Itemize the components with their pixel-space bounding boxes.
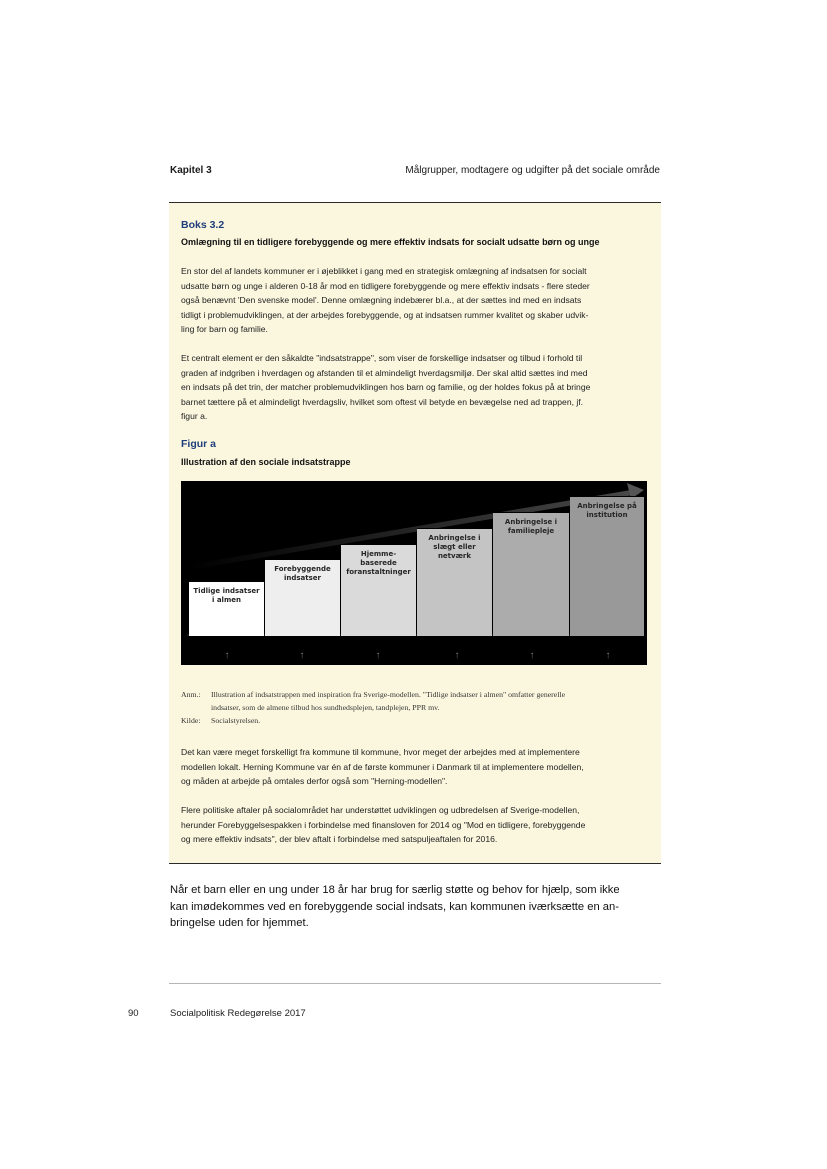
- chapter-title: Målgrupper, modtagere og udgifter på det sociale område: [405, 165, 660, 176]
- text-line: En stor del af landets kommuner er i øjeblikket i gang med en strategisk omlægning af indsatsen for socialt: [181, 266, 587, 276]
- text-line: ling for barn og familie.: [181, 324, 268, 335]
- note-text-anm-2: indsatser, som de almene tilbud hos sundhedsplejen, tandplejen, PPR mv.: [211, 703, 440, 712]
- step-label-line: institution: [586, 511, 628, 519]
- box-paragraph-4: [181, 803, 647, 847]
- text-line: graden af indgriben i hverdagen og afstanden til et almindeligt hverdagsmiljø. Der skal altid sættes ind med: [181, 367, 588, 378]
- box-label: Boks 3.2: [181, 219, 225, 231]
- step-label-line: slægt eller: [433, 543, 476, 551]
- text-line: tidligt i problemudviklingen, at der arbejdes forebyggende, og at indsatsen rummer kvalitet og skaber udvik-: [181, 309, 589, 320]
- text-line: bringelse uden for hjemmet.: [170, 917, 309, 929]
- step-label-line: Hjemme-: [360, 550, 397, 558]
- footer-divider: [169, 983, 661, 984]
- box-paragraph-3: [181, 745, 647, 789]
- text-line: kan imødekommes ved en forebyggende social indsats, kan kommunen iværksætte en an-: [170, 900, 619, 913]
- publication-title: Socialpolitisk Redegørelse 2017: [170, 1008, 306, 1019]
- text-line: Det kan være meget forskelligt fra kommune til kommune, hvor meget der arbejdes med at implementere: [181, 747, 580, 757]
- step-label-line: foranstaltninger: [346, 568, 411, 576]
- text-line: en indsats på det trin, der matcher problemudviklingen hos barn og familie, og der holdes fokus på at bringe: [181, 382, 591, 393]
- chapter-label: Kapitel 3: [170, 165, 212, 176]
- text-line: herunder Forebyggelsespakken i forbindelse med finansloven for 2014 og "Mod en tidligere, forebyggende: [181, 819, 586, 830]
- text-line: barnet tættere på et almindeligt hverdagsliv, hvilket som oftest vil betyde en bevægelse ned ad trappen, jf.: [181, 396, 584, 407]
- text-line: og mere effektiv indsats", der blev aftalt i forbindelse med satspuljeaftalen for 2016.: [181, 834, 498, 845]
- text-line: modellen lokalt. Herning Kommune var én af de første kommuner i Danmark til at implementere modellen,: [181, 761, 584, 772]
- step-label-line: Anbringelse i: [504, 518, 558, 526]
- text-line: og måden at arbejde på omtales derfor også som "Herning-modellen".: [181, 776, 448, 787]
- note-key-kilde: Kilde:: [181, 716, 201, 725]
- up-arrow-icon: ↑: [224, 650, 230, 661]
- note-key-anm: Anm.:: [181, 690, 201, 699]
- step-label-line: baserede: [360, 559, 397, 567]
- text-line: Flere politiske aftaler på socialområdet har understøttet udviklingen og udbredelsen af Sverige-modellen,: [181, 805, 580, 815]
- text-line: Et centralt element er den såkaldte "indsatstrappe", som viser de forskellige indsatser og tilbud i forhold til: [181, 353, 583, 363]
- step-label-line: i almen: [212, 596, 241, 604]
- box-3-2: [169, 202, 661, 864]
- step-label-line: Forebyggende: [274, 565, 331, 573]
- step-label-line: Anbringelse i: [428, 534, 481, 542]
- box-heading: Omlægning til en tidligere forebyggende og mere effektiv indsats for socialt udsatte børn og unge: [181, 237, 600, 247]
- step-label-line: netværk: [437, 552, 472, 560]
- text-line: Når et barn eller en ung under 18 år har brug for særlig støtte og behov for hjælp, som ikke: [170, 884, 620, 896]
- step-label-line: Tidlige indsatser: [193, 587, 260, 595]
- body-paragraph: [170, 882, 660, 932]
- figure-label: Figur a: [181, 438, 217, 450]
- text-line: figur a.: [181, 411, 208, 422]
- step-label-line: Anbringelse på: [577, 502, 637, 510]
- up-arrow-icon: ↑: [605, 650, 611, 661]
- step-label-line: familiepleje: [507, 527, 555, 535]
- text-line: udsatte børn og unge i alderen 0-18 år mod en tidligere forebyggende og mere effektiv indsats - flere steder: [181, 280, 590, 291]
- text-line: også benævnt 'Den svenske model'. Denne omlægning indebærer bl.a., at der sættes ind med en indsats: [181, 295, 582, 306]
- up-arrow-icon: ↑: [529, 650, 535, 661]
- up-arrow-icon: ↑: [375, 650, 381, 661]
- note-text-kilde: Socialstyrelsen.: [211, 716, 261, 725]
- note-text-anm-1: Illustration af indsatstrappen med inspiration fra Sverige-modellen. "Tidlige indsatser i almen" omfatter generelle: [211, 690, 566, 699]
- page-number: 90: [128, 1008, 139, 1019]
- step-label-line: indsatser: [284, 574, 321, 582]
- figure-title: Illustration af den sociale indsatstrappe: [181, 457, 351, 467]
- up-arrow-icon: ↑: [454, 650, 460, 661]
- up-arrow-icon: ↑: [299, 650, 305, 661]
